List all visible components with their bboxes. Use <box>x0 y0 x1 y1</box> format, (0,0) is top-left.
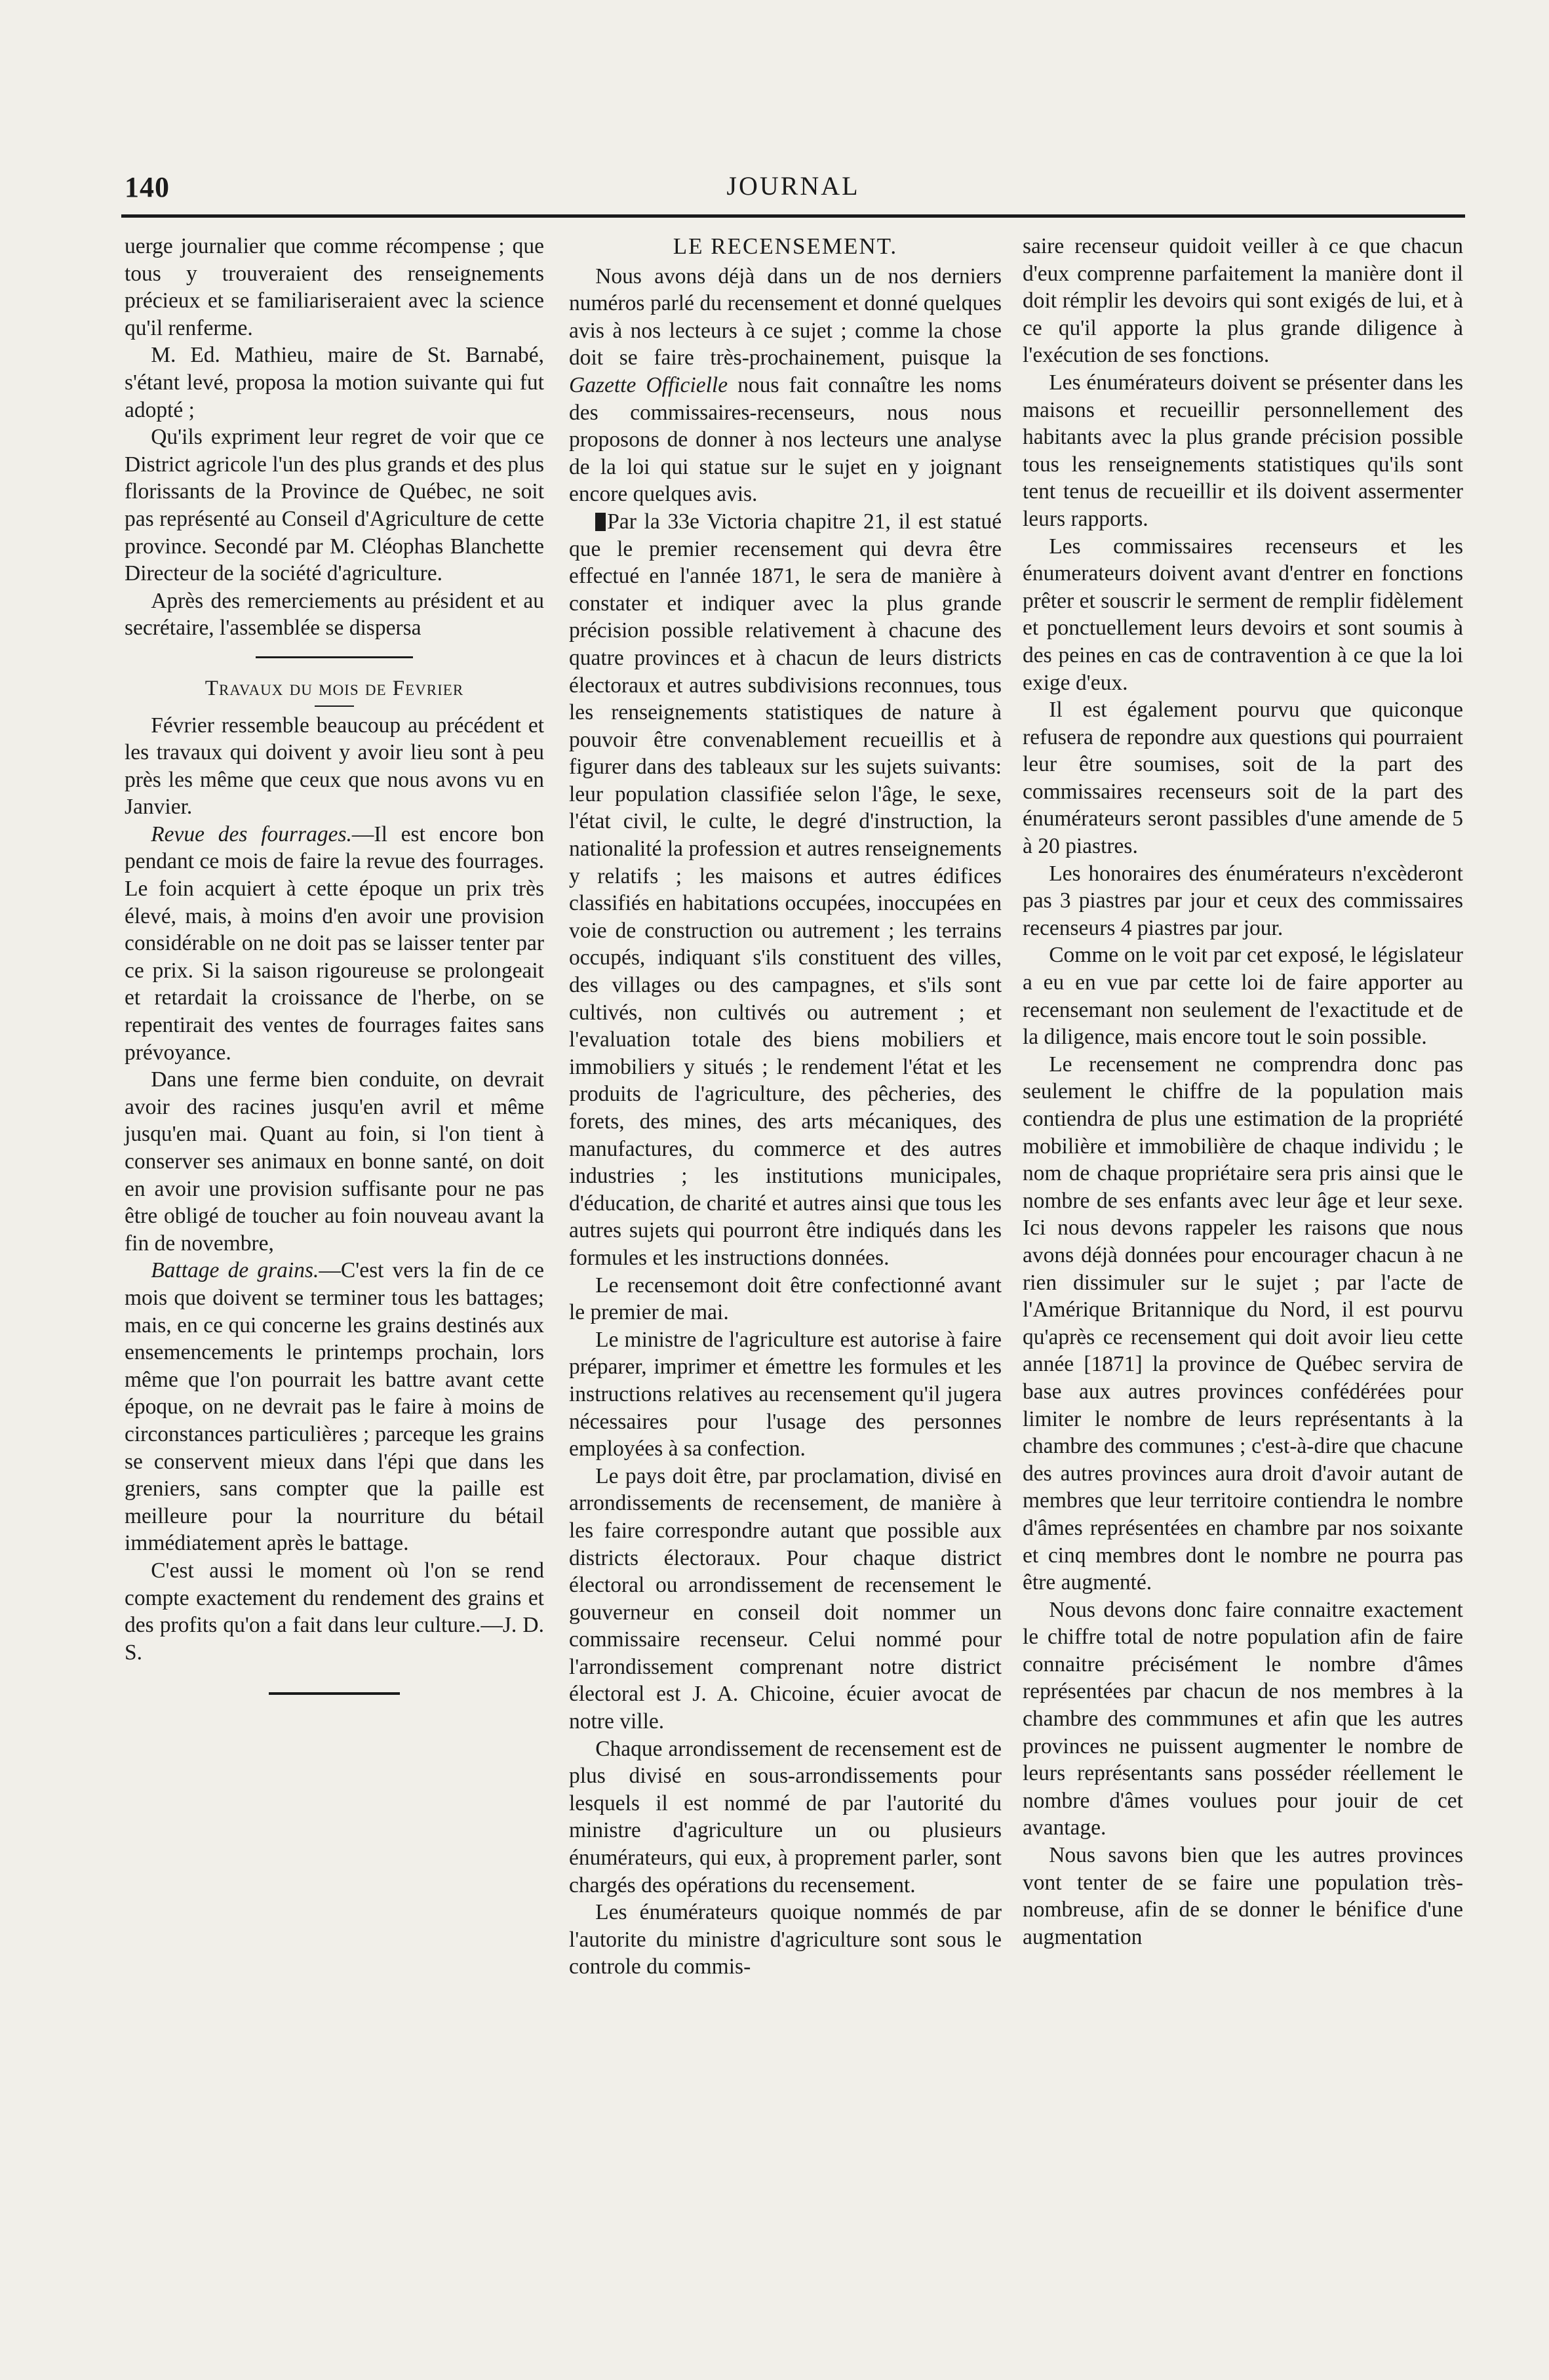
column-right <box>1023 233 1463 1951</box>
paragraph: Il est également pourvu que quiconque refusera de repondre aux questions qui pourraient leur être soumises, soit de la part des commissaires recenseurs soit de la part des énumérateurs seront passibles d'une amende de 5 à 20 piastres. <box>1023 698 1463 859</box>
paragraph-text: nous fait connaître les noms des commissaires-recenseurs, nous nous proposons de donner à nos lecteurs une analyse de la loi qui statue sur le sujet en y joignant encore quelques avis. <box>569 372 1002 507</box>
paragraph <box>125 821 544 1066</box>
paragraph-text: Par la 33e Victoria chapitre 21, il est statué que le premier recensement qui devra être effectué en l'année 1871, le sera de manière à constater et indiquer avec la plus grande précision possible relativement à chacune des quatre provinces et à chacun de leurs districts électoraux et autres subdivisions reconnues, tous les renseignements statistiques de nature à pouvoir être convenablement recueillis et à figurer dans des tableaux sur les sujets suivants: leur population classifiée selon l'âge, le sexe, l'état civil, le culte, le degré d'instruction, la nationalité la profession et autres renseignements y relatifs ; les maisons et autres édifices classifiés en habitations occupées, inoccupées en voie de construction ou autrement ; les terrains occupés, indiquant s'ils constituent des villes, des villages ou des campagnes, et s'ils sont cultivés, non cultivés ou autrement ; et l'evaluation totale des biens mobiliers et immobiliers y situés ; le rendement l'état et les produits de l'agriculture, des pêcheries, des forets, des mines, des arts mécaniques, des manufactures, du commerce et des autres industries ; les institutions municipales, d'éducation, de charité et autres ainsi que tous les autres sujets qui pourront être indiqués dans les formules et les instructions données. <box>569 509 1002 1270</box>
header-rule <box>121 214 1465 218</box>
paragraph-text: Nous avons déjà dans un de nos derniers numéros parlé du recensement et donné quelques avis à nos lecteurs à ce sujet ; comme la chose doit se faire très-prochainement, puisque la <box>569 264 1002 370</box>
paragraph: Comme on le voit par cet exposé, le législateur a eu en vue par cette loi de faire apporter au recensemant non seulement de l'exactitude et de la diligence, mais encore tout le soin possible. <box>1023 943 1463 1050</box>
paragraph: Après des remerciements au président et au secrétaire, l'assemblée se dispersa <box>125 588 544 641</box>
paragraph <box>125 1257 544 1557</box>
column-middle <box>569 233 1002 1981</box>
paragraph: Nous savons bien que les autres provinces vont tenter de se faire une population très-nombreuse, afin de se donner le bénifice d'une augmentation <box>1023 1843 1463 1949</box>
paragraph: Nous devons donc faire connaitre exactement le chiffre total de notre population afin de faire connaitre précisément le nombre d'âmes représentées par chacun de nos membres à la chambre des commmunes et afin que les autres provinces ne puissent augmenter le nombre de leurs représentants sans posséder réellement le nombre d'âmes voulues pour jouir de cet avantage. <box>1023 1597 1463 1840</box>
square-bullet-icon <box>595 513 606 531</box>
page-number: 140 <box>125 171 170 203</box>
paragraph: saire recenseur quidoit veiller à ce que chacun d'eux comprenne parfaitement la manière dont il doit rémplir les devoirs qui sont exigés de lui, et à ce qu'il apporte la plus grande diligence à l'exécution de ses fonctions. <box>1023 234 1463 368</box>
column-left <box>125 233 544 1695</box>
paragraph-text: —C'est vers la fin de ce mois que doivent se terminer tous les battages; mais, en ce qui concerne les grains destinés aux ensemencements le printemps prochain, lors même que l'on pourrait les battre avant cette époque, on ne devrait pas le faire à moins de circonstances particulières ; parceque les grains se conservent mieux dans l'épi que dans les greniers, sans compter que la paille est meilleure pour la nourriture du bétail immédiatement après le battage. <box>125 1258 544 1556</box>
paragraph: Chaque arrondissement de recensement est de plus divisé en sous-arrondissements pour lesquels il est nommé de par l'autorité du ministre d'agriculture un ou plusieurs énumérateurs, qui eux, à proprement parler, sont chargés des opérations du recensement. <box>569 1736 1002 1897</box>
paragraph <box>569 263 1002 508</box>
paragraph: Qu'ils expriment leur regret de voir que ce District agricole l'un des plus grands et des plus florissants de la Province de Québec, ne soit pas représenté au Conseil d'Agriculture de cette province. Secondé par M. Cléophas Blanchette Directeur de la société d'agriculture. <box>125 425 544 586</box>
paragraph-label: Battage de grains. <box>151 1258 319 1283</box>
paragraph: Les honoraires des énumérateurs n'excèderont pas 3 piastres par jour et ceux des commissaires recenseurs 4 piastres par jour. <box>1023 861 1463 940</box>
paragraph-text: —Il est encore bon pendant ce mois de faire la revue des fourrages. Le foin acquiert à cette époque un prix très élevé, mais, à moins d'en avoir une provision considérable on ne doit pas se laisser tenter par ce prix. Si la saison rigoureuse se prolongeait et retardait la croissance de l'herbe, on se repentirait des ventes de fourrages faites sans prévoyance. <box>125 822 544 1065</box>
paragraph: Le ministre de l'agriculture est autorise à faire préparer, imprimer et émettre les formules et les instructions relatives au recensement qu'il jugera nécessaires pour l'usage des personnes employées à sa confection. <box>569 1327 1002 1461</box>
page-header <box>125 170 1462 210</box>
end-divider <box>269 1692 400 1695</box>
journal-title: JOURNAL <box>726 171 860 201</box>
paragraph: Le recensement ne comprendra donc pas seulement le chiffre de la population mais contiendra de plus une estimation de la propriété mobilière et immobilière de chaque individu ; le nom de chaque propriétaire sera pris ainsi que le nombre de ses enfants avec leur âge et leur sexe. Ici nous devons rappeler les raisons que nous avons déjà données pour encourager chacun à ne rien dissimuler sur le sujet ; par l'acte de l'Amérique Britannique du Nord, il est pourvu qu'après ce recensement qui doit avoir lieu cette année [1871] la province de Québec servira de base aux autres provinces confédérées pour limiter le nombre de leurs représentants à la chambre des communes ; c'est-à-dire que chacune des autres provinces aura droit d'avoir autant de membres que leur territoire contiendra le nombre d'âmes représentées en chambre par nos soixante et cinq membres dont le nombre ne pourra pas être augmenté. <box>1023 1052 1463 1595</box>
paragraph: M. Ed. Mathieu, maire de St. Barnabé, s'étant levé, proposa la motion suivante qui fut adopté ; <box>125 343 544 422</box>
section-divider <box>256 656 413 658</box>
paragraph: Les commissaires recenseurs et les énumerateurs doivent avant d'entrer en fonctions prêter et souscrir le serment de remplir fidèlement et ponctuellement leurs devoirs et sont soumis à des peines en cas de contravention à ce que la loi exige d'eux. <box>1023 534 1463 695</box>
paragraph: Dans une ferme bien conduite, on devrait avoir des racines jusqu'en avril et même jusqu'en mai. Quant au foin, si l'on tient à conserver ses animaux en bonne santé, on doit en avoir une provision suffisante pour ne pas être obligé de toucher au foin nouveau avant la fin de novembre, <box>125 1067 544 1256</box>
paragraph: C'est aussi le moment où l'on se rend compte exactement du rendement des grains et des profits qu'on a fait dans leur culture.—J. D. S. <box>125 1558 544 1665</box>
gazette-title: Gazette Officielle <box>569 372 728 397</box>
paragraph: uerge journalier que comme récompense ; que tous y trouveraient des renseignements précieux et se familiariseraient avec la science qu'il renferme. <box>125 234 544 340</box>
title-underline <box>315 705 354 707</box>
paragraph-label: Revue des fourrages. <box>151 822 352 846</box>
paragraph: Les énumérateurs quoique nommés de par l'autorite du ministre d'agriculture sont sous le controle du commis- <box>569 1900 1002 1979</box>
paragraph: Février ressemble beaucoup au précédent et les travaux qui doivent y avoir lieu sont à peu près les même que ceux que nous avons vu en Janvier. <box>125 713 544 820</box>
section-title-recensement: LE RECENSEMENT. <box>673 233 898 259</box>
section-title-travaux: Travaux du mois de Fevrier <box>205 676 464 700</box>
paragraph: Les énumérateurs doivent se présenter dans les maisons et recueillir personnellement des habitants avec la plus grande précision possible tous les renseignements statistiques qu'ils sont tent tenus de recueillir et ils doivent assermenter leurs rapports. <box>1023 370 1463 531</box>
paragraph: Le pays doit être, par proclamation, divisé en arrondissements de recensement, de manière à les faire correspondre autant que possible aux districts électoraux. Pour chaque district électoral ou arrondissement de recensement le gouverneur en conseil doit nommer un commissaire recenseur. Celui nommé pour l'arrondissement comprenant notre district électoral est J. A. Chicoine, écuier avocat de notre ville. <box>569 1463 1002 1734</box>
paragraph: Le recensemont doit être confectionné avant le premier de mai. <box>569 1273 1002 1325</box>
paragraph <box>569 508 1002 1272</box>
